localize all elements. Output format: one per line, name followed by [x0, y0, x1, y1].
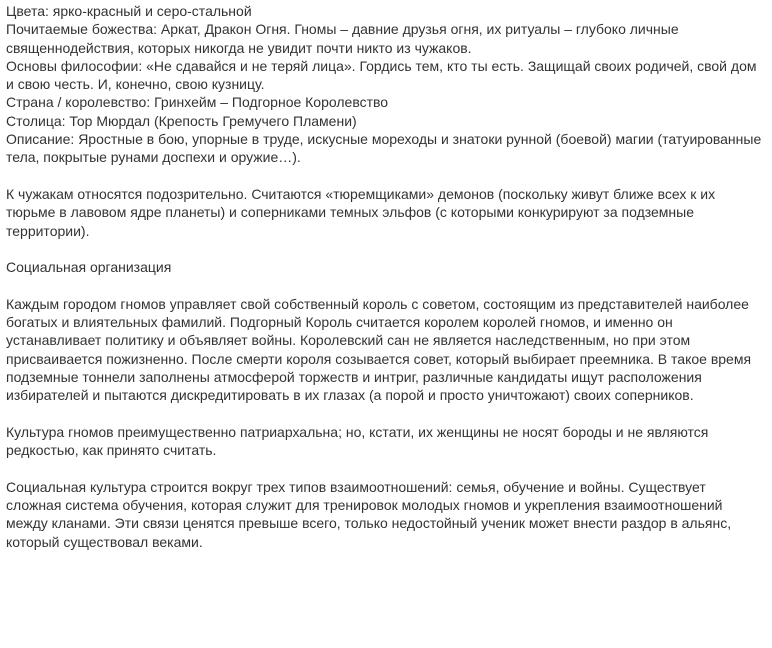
philosophy-line: Основы философии: «Не сдавайся и не теряй лица». Гордись тем, кто ты есть. Защищай своих родичей, свой дом и свою честь. И, конечно, свою кузницу.: [6, 57, 757, 93]
deities-line: Почитаемые божества: Аркат, Дракон Огня. Гномы – давние друзья огня, их ритуалы – глубоко личные священнодействия, которых никогда не увидит почти никто из чужаков.: [6, 21, 679, 56]
country-line: Страна / королевство: Гринхейм – Подгорное Королевство: [6, 94, 389, 111]
description-line: Описание: Яростные в бою, упорные в труде, искусные мореходы и знатоки рунной (боевой) магии (татуированные тела, покрытые рунами доспехи и оружие…).: [6, 131, 762, 166]
colors-line: Цвета: ярко-красный и серо-стальной: [6, 3, 252, 19]
relations-paragraph: Социальная культура строится вокруг трех типов взаимоотношений: семья, обучение и войны. Существует сложная система обучения, которая служит для тренировок молодых гномов и укрепления взаимоотношений между кланами. Эти связи ценятся превыше всего, только недостойный ученик может внести раздор в альянс, который существовал веками.: [6, 478, 732, 550]
blank-line: [6, 167, 764, 185]
blank-line: [6, 240, 764, 258]
blank-line: [6, 459, 764, 477]
outsiders-paragraph: К чужакам относятся подозрительно. Считаются «тюремщиками» демонов (поскольку живут ближе всех к их тюрьме в лавовом ядре планеты) и соперниками темных эльфов (с которыми конкурируют за подземные территории).: [6, 185, 716, 239]
culture-paragraph: Культура гномов преимущественно патриархальна; но, кстати, их женщины не носят бороды и не являются редкостью, как принято считать.: [6, 423, 709, 459]
capital-line: Столица: Тор Мюрдал (Крепость Гремучего Пламени): [6, 112, 357, 129]
kingship-paragraph: Каждым городом гномов управляет свой собственный король с советом, состоящим из представителей наиболее богатых и влиятельных фамилий. Подгорный Король считается королем королей гномов, и именно он устанавливает политику и объявляет войны. Королевский сан не является наследственным, но при этом присваивается пожизненно. После смерти короля созывается совет, который выбирает преемника. В такое время подземные тоннели заполнены атмосферой торжеств и интриг, различные кандидаты ищут расположения избирателей и пытаются дискредитировать в их глазах (а порой и просто уничтожают) своих соперников.: [6, 295, 752, 404]
blank-line: [6, 405, 764, 423]
blank-line: [6, 276, 764, 294]
section-heading: Социальная организация: [6, 259, 172, 276]
